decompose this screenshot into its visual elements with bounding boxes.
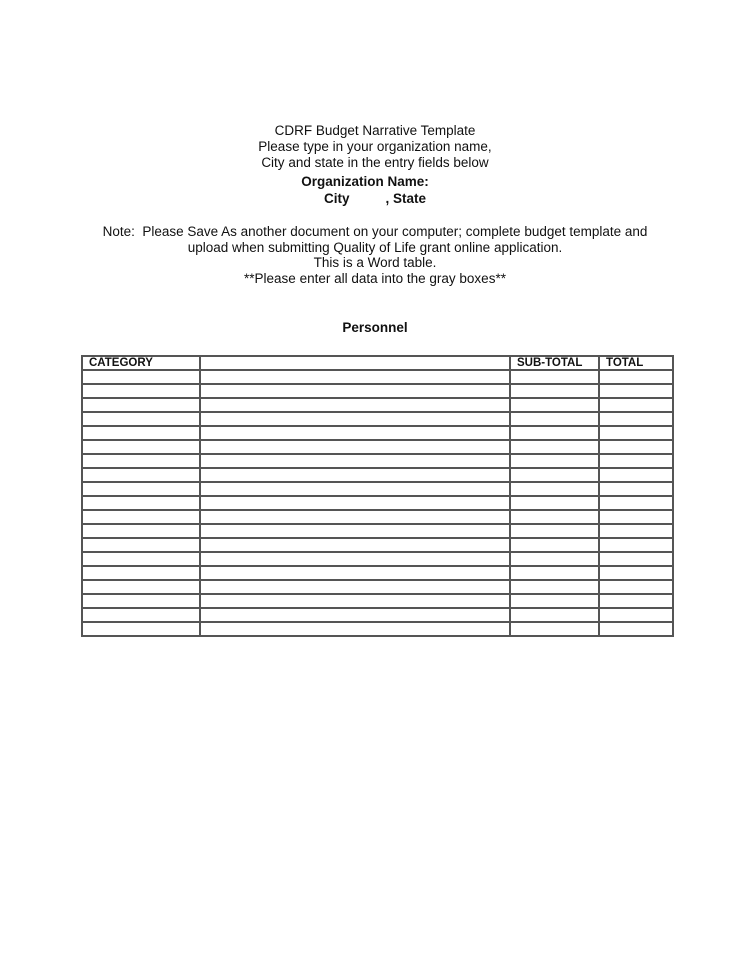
description-cell[interactable] bbox=[200, 482, 510, 496]
table-row bbox=[82, 608, 673, 622]
total-cell[interactable] bbox=[599, 426, 673, 440]
subtotal-cell[interactable] bbox=[510, 580, 599, 594]
total-cell[interactable] bbox=[599, 440, 673, 454]
category-cell[interactable] bbox=[82, 426, 200, 440]
header-total: TOTAL bbox=[599, 356, 673, 370]
table-row bbox=[82, 454, 673, 468]
subtotal-cell[interactable] bbox=[510, 566, 599, 580]
subtotal-cell[interactable] bbox=[510, 482, 599, 496]
category-cell[interactable] bbox=[82, 580, 200, 594]
subtotal-cell[interactable] bbox=[510, 384, 599, 398]
table-row bbox=[82, 398, 673, 412]
total-cell[interactable] bbox=[599, 496, 673, 510]
header-subtotal: SUB-TOTAL bbox=[510, 356, 599, 370]
description-cell[interactable] bbox=[200, 370, 510, 384]
instruction-line: Please type in your organization name, bbox=[258, 139, 492, 154]
subtotal-cell[interactable] bbox=[510, 398, 599, 412]
state-label: , State bbox=[385, 191, 427, 206]
table-row bbox=[82, 510, 673, 524]
category-cell[interactable] bbox=[82, 510, 200, 524]
total-cell[interactable] bbox=[599, 524, 673, 538]
description-cell[interactable] bbox=[200, 622, 510, 636]
total-cell[interactable] bbox=[599, 538, 673, 552]
note-line: upload when submitting Quality of Life grant online application. bbox=[187, 240, 563, 255]
table-row bbox=[82, 496, 673, 510]
category-cell[interactable] bbox=[82, 496, 200, 510]
category-cell[interactable] bbox=[82, 566, 200, 580]
total-cell[interactable] bbox=[599, 454, 673, 468]
table-row bbox=[82, 370, 673, 384]
subtotal-cell[interactable] bbox=[510, 426, 599, 440]
category-cell[interactable] bbox=[82, 594, 200, 608]
description-cell[interactable] bbox=[200, 566, 510, 580]
note-line: **Please enter all data into the gray boxes** bbox=[244, 271, 506, 286]
total-cell[interactable] bbox=[599, 580, 673, 594]
instruction-line: City and state in the entry fields below bbox=[261, 155, 489, 170]
description-cell[interactable] bbox=[200, 608, 510, 622]
subtotal-cell[interactable] bbox=[510, 510, 599, 524]
subtotal-cell[interactable] bbox=[510, 496, 599, 510]
subtotal-cell[interactable] bbox=[510, 622, 599, 636]
subtotal-cell[interactable] bbox=[510, 594, 599, 608]
table-row bbox=[82, 384, 673, 398]
header-description bbox=[200, 356, 510, 370]
subtotal-cell[interactable] bbox=[510, 468, 599, 482]
total-cell[interactable] bbox=[599, 594, 673, 608]
table-row bbox=[82, 594, 673, 608]
subtotal-cell[interactable] bbox=[510, 412, 599, 426]
total-cell[interactable] bbox=[599, 552, 673, 566]
table-row bbox=[82, 426, 673, 440]
note-line: Note: Please Save As another document on your computer; complete budget template and bbox=[102, 224, 648, 239]
table-row bbox=[82, 552, 673, 566]
subtotal-cell[interactable] bbox=[510, 524, 599, 538]
table-row bbox=[82, 468, 673, 482]
document-title: CDRF Budget Narrative Template bbox=[274, 123, 476, 138]
category-cell[interactable] bbox=[82, 440, 200, 454]
table-row bbox=[82, 622, 673, 636]
table-row bbox=[82, 538, 673, 552]
category-cell[interactable] bbox=[82, 524, 200, 538]
total-cell[interactable] bbox=[599, 370, 673, 384]
description-cell[interactable] bbox=[200, 594, 510, 608]
total-cell[interactable] bbox=[599, 384, 673, 398]
header-category: CATEGORY bbox=[82, 356, 200, 370]
category-cell[interactable] bbox=[82, 398, 200, 412]
subtotal-cell[interactable] bbox=[510, 538, 599, 552]
subtotal-cell[interactable] bbox=[510, 440, 599, 454]
category-cell[interactable] bbox=[82, 538, 200, 552]
table-row bbox=[82, 440, 673, 454]
description-cell[interactable] bbox=[200, 384, 510, 398]
total-cell[interactable] bbox=[599, 510, 673, 524]
description-cell[interactable] bbox=[200, 580, 510, 594]
total-cell[interactable] bbox=[599, 608, 673, 622]
organization-name-label: Organization Name: bbox=[301, 174, 429, 189]
category-cell[interactable] bbox=[82, 468, 200, 482]
total-cell[interactable] bbox=[599, 412, 673, 426]
table-row bbox=[82, 412, 673, 426]
subtotal-cell[interactable] bbox=[510, 552, 599, 566]
category-cell[interactable] bbox=[82, 552, 200, 566]
description-cell[interactable] bbox=[200, 468, 510, 482]
description-cell[interactable] bbox=[200, 510, 510, 524]
category-cell[interactable] bbox=[82, 370, 200, 384]
city-label: City bbox=[323, 191, 350, 206]
description-cell[interactable] bbox=[200, 454, 510, 468]
category-cell[interactable] bbox=[82, 622, 200, 636]
total-cell[interactable] bbox=[599, 622, 673, 636]
subtotal-cell[interactable] bbox=[510, 608, 599, 622]
table-row bbox=[82, 566, 673, 580]
category-cell[interactable] bbox=[82, 454, 200, 468]
description-cell[interactable] bbox=[200, 412, 510, 426]
description-cell[interactable] bbox=[200, 552, 510, 566]
description-cell[interactable] bbox=[200, 398, 510, 412]
section-title: Personnel bbox=[342, 320, 408, 335]
description-cell[interactable] bbox=[200, 496, 510, 510]
total-cell[interactable] bbox=[599, 566, 673, 580]
subtotal-cell[interactable] bbox=[510, 454, 599, 468]
total-cell[interactable] bbox=[599, 468, 673, 482]
table-row bbox=[82, 482, 673, 496]
category-cell[interactable] bbox=[82, 384, 200, 398]
category-cell[interactable] bbox=[82, 608, 200, 622]
description-cell[interactable] bbox=[200, 538, 510, 552]
note-line: This is a Word table. bbox=[313, 255, 437, 270]
table-row bbox=[82, 580, 673, 594]
category-cell[interactable] bbox=[82, 412, 200, 426]
description-cell[interactable] bbox=[200, 524, 510, 538]
total-cell[interactable] bbox=[599, 482, 673, 496]
description-cell[interactable] bbox=[200, 440, 510, 454]
total-cell[interactable] bbox=[599, 398, 673, 412]
city-state-field bbox=[0, 191, 750, 207]
category-cell[interactable] bbox=[82, 482, 200, 496]
description-cell[interactable] bbox=[200, 426, 510, 440]
table-row bbox=[82, 524, 673, 538]
personnel-table bbox=[81, 355, 674, 637]
table-header-row bbox=[82, 356, 673, 370]
subtotal-cell[interactable] bbox=[510, 370, 599, 384]
